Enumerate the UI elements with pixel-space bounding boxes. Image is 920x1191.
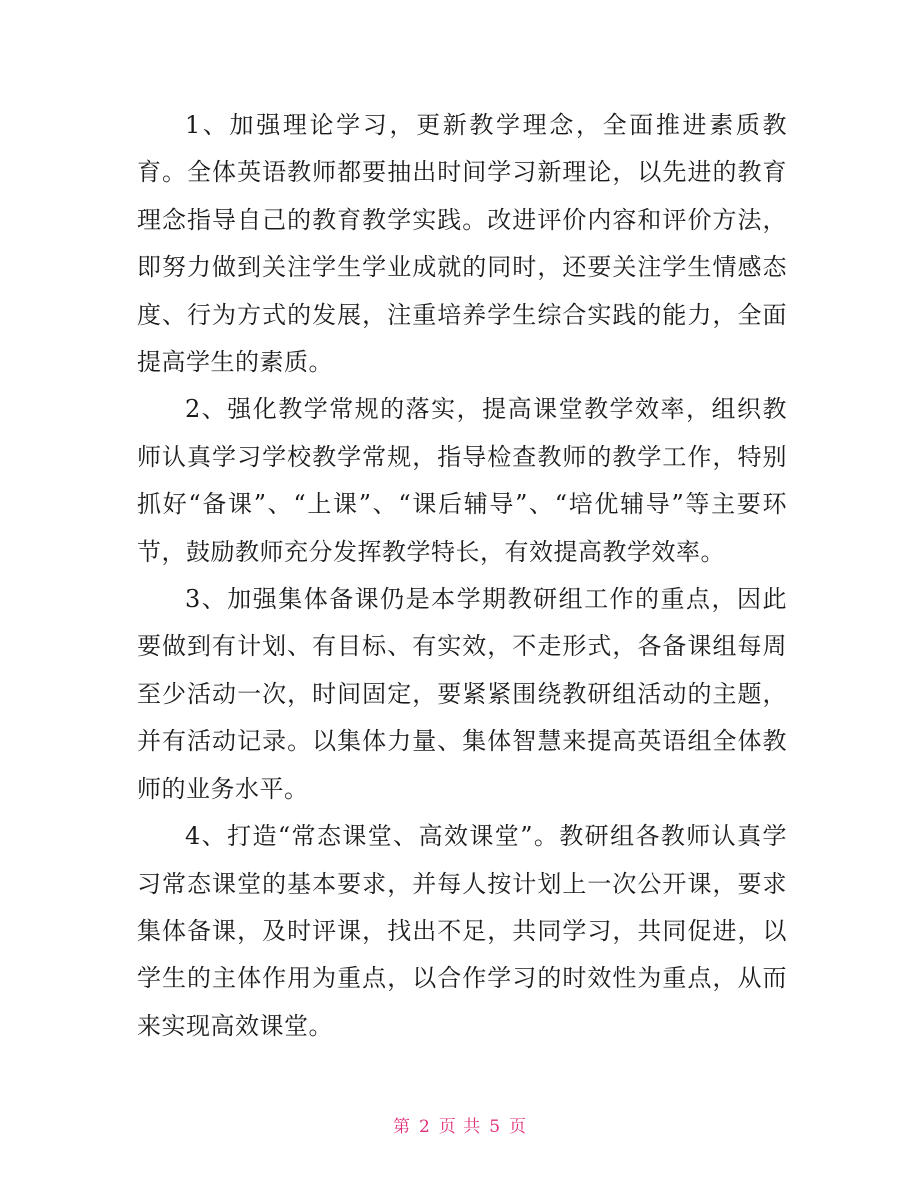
footer-prefix: 第: [392, 1117, 411, 1137]
paragraph-4: 4、打造“常态课堂、高效课堂”。教研组各教师认真学习常态课堂的基本要求，并每人按计划上一次公开课，要求集体备课，及时评课，找出不足，共同学习，共同促进，以学生的主体作用为重点，以合作学习的时效性为重点，从而来实现高效课堂。: [137, 822, 787, 1040]
footer-mid: 页 共: [438, 1117, 482, 1137]
paragraph-1: 1、加强理论学习，更新教学理念，全面推进素质教育。全体英语教师都要抽出时间学习新理论，以先进的教育理念指导自己的教育教学实践。改进评价内容和评价方法，即努力做到关注学生学业成就的同时，还要关注学生情感态度、行为方式的发展，注重培养学生综合实践的能力，全面提高学生的素质。: [137, 111, 787, 377]
footer-total-pages: 5: [489, 1117, 502, 1137]
page-footer: [0, 1112, 920, 1137]
paragraph-2: 2、强化教学常规的落实，提高课堂教学效率，组织教师认真学习学校教学常规，指导检查教师的教学工作，特别抓好“备课”、“上课”、“课后辅导”、“培优辅导”等主要环节，鼓励教师充分发挥教学特长，有效提高教学效率。: [137, 395, 787, 566]
footer-suffix: 页: [509, 1117, 528, 1137]
footer-current-page: 2: [418, 1117, 431, 1137]
document-body: [137, 102, 787, 1050]
paragraph-3: 3、加强集体备课仍是本学期教研组工作的重点，因此要做到有计划、有目标、有实效，不走形式，各备课组每周至少活动一次，时间固定，要紧紧围绕教研组活动的主题，并有活动记录。以集体力量、集体智慧来提高英语组全体教师的业务水平。: [137, 585, 787, 803]
